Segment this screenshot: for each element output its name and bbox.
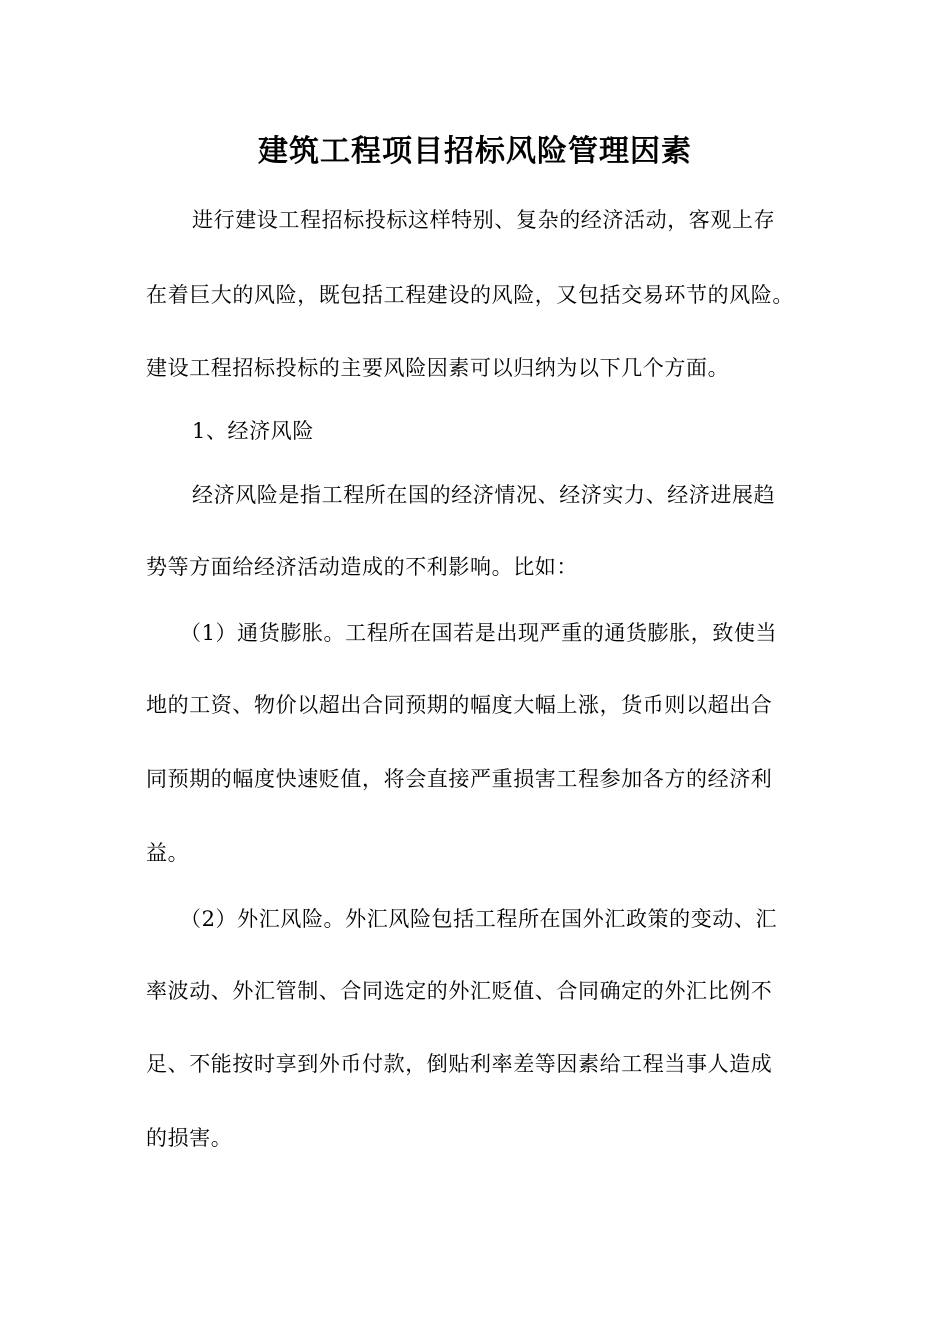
paragraph-line: （2）外汇风险。外汇风险包括工程所在国外汇政策的变动、汇 bbox=[180, 907, 778, 931]
paragraph-line: 在着巨大的风险，既包括工程建设的风险，又包括交易环节的风险。 bbox=[146, 283, 794, 307]
paragraph-line: 益。 bbox=[146, 841, 190, 865]
paragraph-line: （1）通货膨胀。工程所在国若是出现严重的通货膨胀，致使当 bbox=[180, 621, 778, 645]
section-heading: 1、经济风险 bbox=[192, 419, 314, 443]
paragraph-line: 建设工程招标投标的主要风险因素可以归纳为以下几个方面。 bbox=[146, 356, 730, 380]
paragraph-line: 率波动、外汇管制、合同选定的外汇贬值、合同确定的外汇比例不 bbox=[146, 979, 773, 1003]
paragraph-line: 势等方面给经济活动造成的不利影响。比如： bbox=[146, 555, 578, 579]
paragraph-line: 经济风险是指工程所在国的经济情况、经济实力、经济进展趋 bbox=[192, 483, 776, 507]
paragraph-line: 进行建设工程招标投标这样特别、复杂的经济活动，客观上存 bbox=[192, 208, 776, 232]
paragraph-line: 同预期的幅度快速贬值，将会直接严重损害工程参加各方的经济利 bbox=[146, 767, 773, 791]
paragraph-line: 地的工资、物价以超出合同预期的幅度大幅上涨，货币则以超出合 bbox=[146, 693, 773, 717]
paragraph-line: 的损害。 bbox=[146, 1126, 233, 1150]
document-title: 建筑工程项目招标风险管理因素 bbox=[258, 134, 692, 169]
paragraph-line: 足、不能按时享到外币付款，倒贴利率差等因素给工程当事人造成 bbox=[146, 1052, 773, 1076]
